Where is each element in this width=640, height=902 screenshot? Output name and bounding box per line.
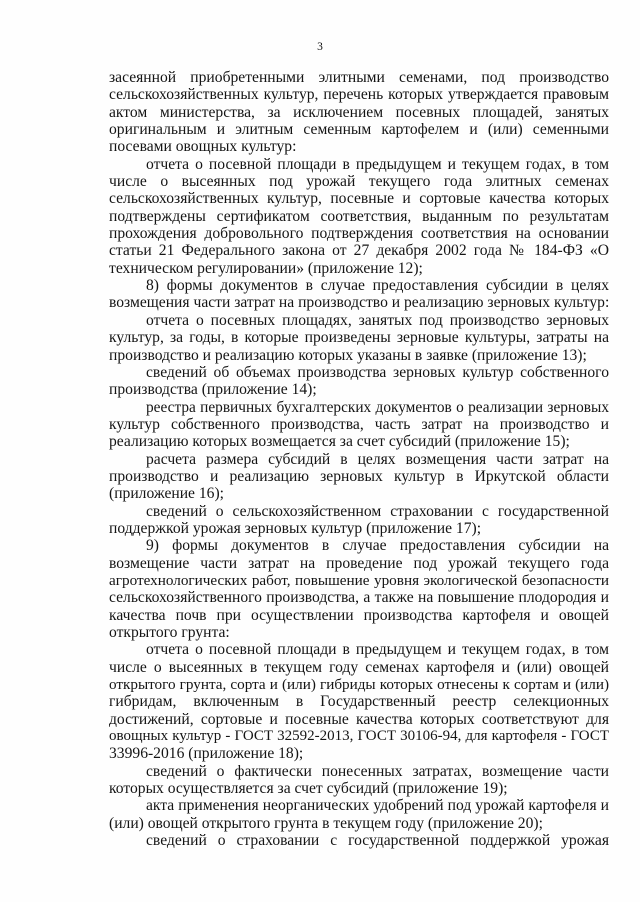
text-line: реестра первичных бухгалтерских документов о реализации зерновых	[146, 398, 609, 416]
text-line: отчета о посевной площади в предыдущем и текущем годах, в том	[146, 155, 609, 173]
text-line: производство и реализацию зерновых культур в Иркутской области	[109, 467, 609, 485]
document-body-text	[109, 69, 609, 849]
text-line: производство и реализацию которых указаны в заявке (приложение 13);	[109, 346, 587, 364]
text-line: поддержкой урожая зерновых культур (приложение 17);	[109, 519, 482, 537]
text-line: культур, за годы, в которые произведены зерновые культуры, затраты на	[109, 329, 609, 347]
text-line: сведений о страховании с государственной поддержкой урожая	[146, 832, 609, 850]
text-line: агротехнологических работ, повышение уровня экологической безопасности	[109, 571, 609, 589]
page-number: 3	[317, 41, 323, 53]
text-line: актом министерства, за исключением посевных площадей, занятых	[109, 103, 609, 121]
text-line: 9) формы документов в случае предоставления субсидии на	[146, 537, 609, 555]
text-line: 33996-2016 (приложение 18);	[109, 745, 304, 763]
text-line: статьи 21 Федерального закона от 27 декабря 2002 года № 184-ФЗ «О	[109, 242, 609, 260]
text-line: (приложение 16);	[109, 485, 224, 503]
text-line: отчета о посевной площади в предыдущем и текущем годах, в том	[146, 641, 609, 659]
text-line: сельскохозяйственных культур, перечень которых утверждается правовым	[109, 86, 609, 104]
text-line: сельскохозяйственных культур, посевные и сортовые качества которых	[109, 190, 609, 208]
text-line: открытого грунта, сорта и (или) гибриды которых отнесены к сортам и (или)	[109, 676, 609, 694]
text-line: засеянной приобретенными элитными семенами, под производство	[109, 69, 609, 86]
text-line: числе о высеянных под урожай текущего года элитных семенах	[109, 173, 609, 191]
text-line: сельскохозяйственного производства, а также на повышение плодородия и	[109, 589, 609, 607]
text-line: числе о высеянных в текущем году семенах картофеля и (или) овощей	[109, 658, 609, 676]
text-line: достижений, сортовые и посевные качества которых соответствуют для	[109, 710, 609, 728]
text-line: расчета размера субсидий в целях возмещения части затрат на	[146, 450, 609, 468]
text-line: производства (приложение 14);	[109, 381, 317, 399]
text-line: отчета о посевных площадях, занятых под производство зерновых	[146, 311, 609, 329]
text-line: сведений о сельскохозяйственном страховании с государственной	[146, 502, 609, 520]
text-line: техническом регулировании» (приложение 12);	[109, 259, 423, 277]
text-line: которых осуществляется за счет субсидий (приложение 19);	[109, 780, 508, 798]
text-line: открытого грунта:	[109, 624, 230, 641]
text-line: акта применения неорганических удобрений под урожай картофеля и	[146, 797, 609, 815]
text-line: прохождения добровольного подтверждения соответствия на основании	[109, 225, 609, 243]
text-line: 8) формы документов в случае предоставления субсидии в целях	[146, 277, 609, 295]
text-line: подтверждены сертификатом соответствия, выданным по результатам	[109, 207, 609, 225]
text-line: культур собственного производства, часть затрат на производство и	[109, 415, 609, 433]
text-line: качества почв при осуществлении производства картофеля и овощей	[109, 606, 609, 624]
text-line: возмещение части затрат на проведение под урожай текущего года	[109, 554, 609, 572]
text-line: сведений о фактически понесенных затратах, возмещение части	[146, 762, 609, 780]
text-line: гибридам, включенным в Государственный реестр селекционных	[109, 693, 609, 711]
text-line: возмещения части затрат на производство и реализацию зерновых культур:	[109, 294, 610, 312]
text-line: сведений об объемах производства зерновых культур собственного	[146, 363, 609, 381]
text-line: реализацию которых возмещается за счет субсидий (приложение 15);	[109, 433, 570, 451]
text-line: посевами овощных культур:	[109, 138, 297, 156]
text-line: оригинальным и элитным семенным картофелем и (или) семенными	[109, 121, 609, 139]
text-line: овощных культур - ГОСТ 32592-2013, ГОСТ 30106-94, для картофеля - ГОСТ	[109, 728, 609, 745]
text-line: (или) овощей открытого грунта в текущем году (приложение 20);	[109, 814, 543, 832]
